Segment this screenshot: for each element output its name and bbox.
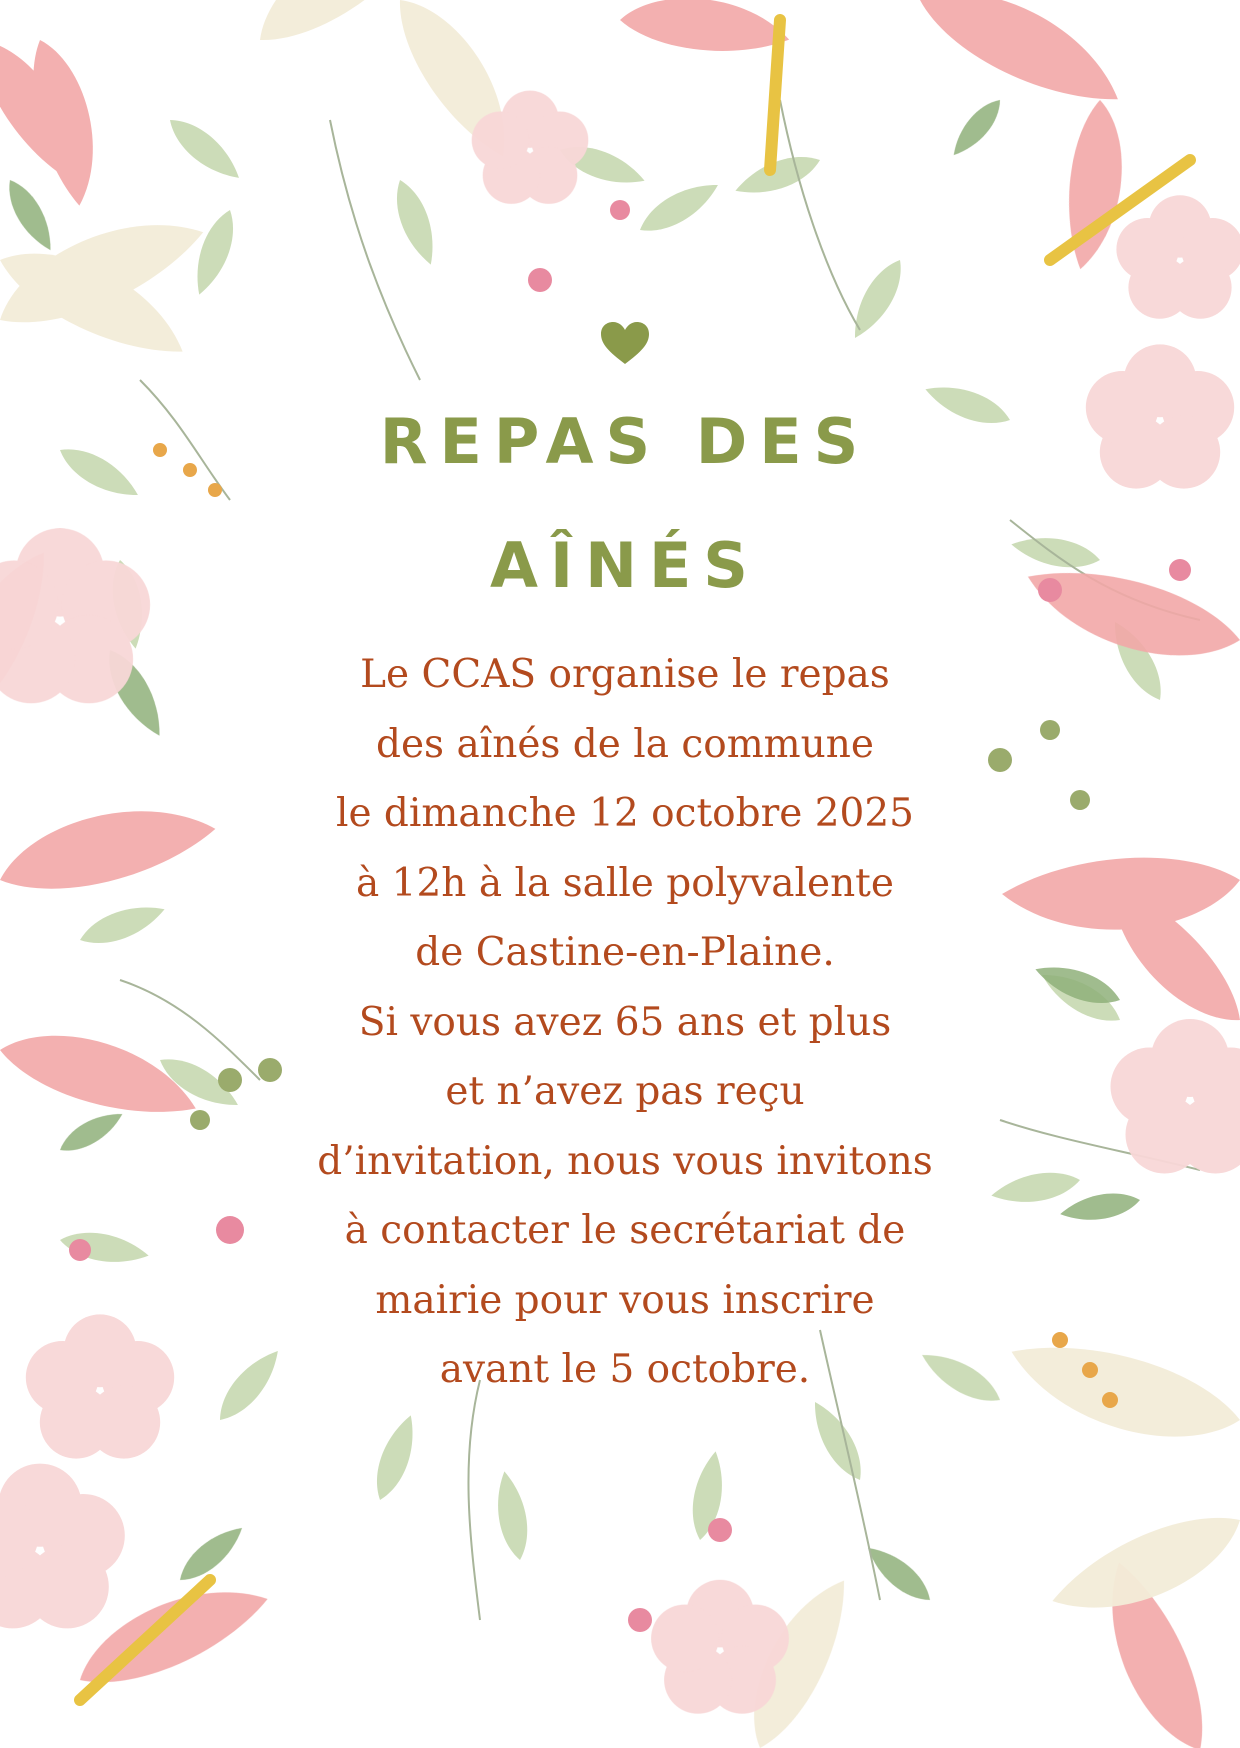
body-line: des aînés de la commune <box>376 721 874 767</box>
body-line: et n’avez pas reçu <box>445 1069 805 1114</box>
body-line: d’invitation, nous vous invitons <box>317 1138 933 1184</box>
body-line: de Castine-en-Plaine. <box>415 930 835 975</box>
invitation-body <box>240 640 1010 1405</box>
body-line: Si vous avez 65 ans et plus <box>358 999 892 1045</box>
body-line: à 12h à la salle polyvalente <box>356 860 894 906</box>
body-line: Le CCAS organise le repas <box>360 652 890 697</box>
title-line: AÎNÉS <box>490 529 760 602</box>
heart-icon <box>599 320 651 366</box>
body-line: le dimanche 12 octobre 2025 <box>335 791 914 836</box>
body-line: mairie pour vous inscrire <box>375 1277 875 1323</box>
invitation-title <box>240 380 1010 628</box>
body-line: avant le 5 octobre. <box>439 1347 811 1392</box>
invitation-content <box>240 320 1010 1405</box>
title-line: REPAS DES <box>379 405 871 478</box>
body-line: à contacter le secrétariat de <box>344 1208 906 1253</box>
